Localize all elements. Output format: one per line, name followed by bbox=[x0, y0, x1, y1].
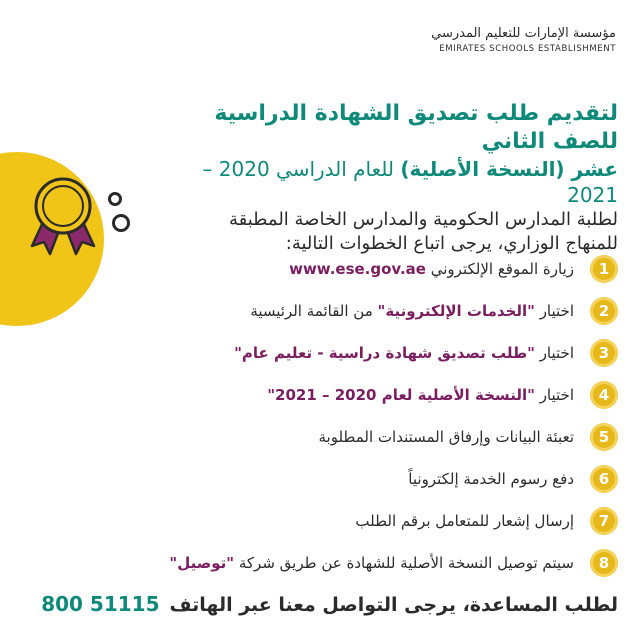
step-label: زيارة الموقع الإلكتروني bbox=[430, 260, 574, 278]
step-text: دفع رسوم الخدمة إلكترونياً bbox=[408, 470, 574, 488]
step-number-badge: 6 bbox=[590, 465, 618, 493]
help-footer bbox=[41, 592, 618, 616]
step-item bbox=[58, 500, 618, 542]
step-item bbox=[58, 458, 618, 500]
step-item bbox=[58, 374, 618, 416]
step-number-badge: 7 bbox=[590, 507, 618, 535]
step-item bbox=[58, 416, 618, 458]
step-item bbox=[58, 248, 618, 290]
heading-line-1: لتقديم طلب تصديق الشهادة الدراسية للصف الثاني bbox=[214, 101, 618, 154]
step-text bbox=[234, 344, 574, 362]
step-number-badge: 1 bbox=[590, 255, 618, 283]
step-item bbox=[58, 542, 618, 584]
step-highlight: "طلب تصديق شهادة دراسية - تعليم عام" bbox=[234, 344, 535, 362]
phone-number[interactable]: 800 51115 bbox=[41, 592, 160, 616]
step-number-badge: 4 bbox=[590, 381, 618, 409]
step-text bbox=[267, 386, 574, 404]
step-highlight: "النسخة الأصلية لعام 2020 – 2021" bbox=[267, 386, 535, 404]
step-number-badge: 3 bbox=[590, 339, 618, 367]
website-link[interactable]: www.ese.gov.ae bbox=[289, 260, 426, 278]
heading-line-2 bbox=[148, 156, 618, 208]
step-prefix: اختيار bbox=[534, 344, 574, 362]
step-item bbox=[58, 332, 618, 374]
step-number-badge: 2 bbox=[590, 297, 618, 325]
step-text bbox=[250, 302, 574, 320]
step-highlight: "الخدمات الإلكترونية" bbox=[377, 302, 535, 320]
logo-english-text: EMIRATES SCHOOLS ESTABLISHMENT bbox=[439, 44, 616, 54]
heading-line-4: للمنهاج الوزاري، يرجى اتباع الخطوات التالية: bbox=[285, 233, 618, 254]
heading-line-2-bold: عشر (النسخة الأصلية) bbox=[400, 157, 618, 181]
decorative-ring-small bbox=[108, 192, 122, 206]
step-number-badge: 5 bbox=[590, 423, 618, 451]
step-prefix: سيتم توصيل النسخة الأصلية للشهادة عن طريق شركة bbox=[234, 554, 574, 572]
intro-heading bbox=[148, 100, 618, 256]
steps-list bbox=[58, 248, 618, 584]
step-item bbox=[58, 290, 618, 332]
logo-arabic-text: مؤسسة الإمارات للتعليم المدرسي bbox=[431, 26, 616, 41]
help-text: لطلب المساعدة، يرجى التواصل معنا عبر الهاتف bbox=[169, 594, 618, 616]
step-number-badge: 8 bbox=[590, 549, 618, 577]
step-text bbox=[283, 260, 574, 278]
heading-line-3: لطلبة المدارس الحكومية والمدارس الخاصة المطبقة bbox=[228, 209, 618, 230]
step-text: إرسال إشعار للمتعامل برقم الطلب bbox=[355, 512, 574, 530]
heading-line-2-rest: للعام الدراسي 2020 – 2021 bbox=[202, 157, 618, 207]
decorative-ring-medium bbox=[112, 214, 130, 232]
ese-logo bbox=[431, 26, 616, 54]
step-prefix: اختيار bbox=[534, 386, 574, 404]
step-prefix: اختيار bbox=[534, 302, 574, 320]
step-highlight: "توصيل" bbox=[169, 554, 235, 572]
step-text: تعبئة البيانات وإرفاق المستندات المطلوبة bbox=[318, 428, 574, 446]
step-suffix: من القائمة الرئيسية bbox=[250, 302, 378, 320]
step-text bbox=[169, 554, 574, 572]
